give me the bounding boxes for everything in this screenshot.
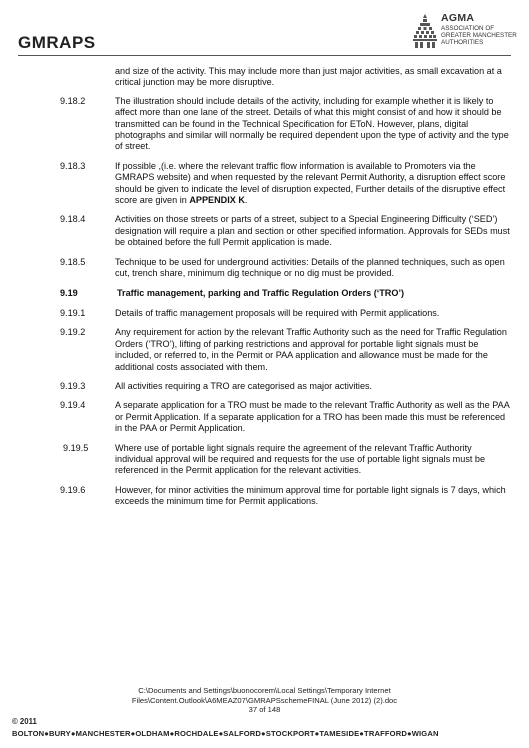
continued-paragraph: and size of the activity. This may include more than just major activities, as small excavation at a critical junction may be more disruptive. [115,66,502,88]
appendix-reference: APPENDIX K [189,195,245,206]
paragraph-text: Activities on those streets or parts of a street, subject to a Special Engineering Difficulty (‘SED’) designation will require a plan and section or other specified information. Approvals for SEDs must be obtained before the full Permit application is made. [115,214,510,248]
paragraph-9-18-4 [60,214,512,248]
paragraph-9-18-2 [60,96,512,153]
paragraph-9-19-3 [60,381,512,392]
paragraph-number: 9.18.5 [60,256,86,267]
page-number: 37 of 148 [248,705,281,715]
paragraph-number: 9.18.2 [60,95,86,106]
section-title: Traffic management, parking and Traffic Regulation Orders (‘TRO’) [117,287,405,298]
paragraph-number: 9.19.4 [60,400,86,411]
agma-emblem-icon [413,14,437,50]
paragraph-text: Any requirement for action by the relevant Traffic Authority such as the need for Traffic Regulation Orders (‘TRO’), lifting of parking restrictions and approval for portable light signals must be included, or referred to, in the Permit or PAA application and allowance must be made for the additional costs associated with them. [115,327,507,372]
header-divider [18,55,511,56]
document-body [60,66,512,516]
paragraph-text: Technique to be used for underground activities: Details of the planned techniques, such as open cut, trench share, minimum dig technique or no dig must be provided. [115,256,505,279]
paragraph-9-19-4 [60,400,512,434]
file-path-line: C:\Documents and Settings\buonocorem\Local Settings\Temporary Internet [138,686,391,695]
footer-file-path [0,686,529,715]
agma-logo [413,12,518,52]
section-heading [60,288,512,299]
logo-line: AUTHORITIES [441,39,484,46]
paragraph-text: The illustration should include details of the activity, including for example whether it is likely to affect more than one lane of the street. Details of what this might consist of and how it should be transmitted can be found in the Technical Specification for EToN. However, plans, digital photographs and similar will normally be required dependent upon the type of activity and the type of street. [115,95,509,152]
paragraph-9-19-5 [60,443,512,477]
paragraph-text: A separate application for a TRO must be made to the relevant Traffic Authority as well as the PAA or Permit Application. If a separate application for a TRO has been made this must be referenced in the PAA or Permit Application. [115,400,510,434]
paragraph-text-end: . [244,195,248,206]
paragraph-text: If possible ,(i.e. where the relevant traffic flow information is available to Promoters via the GMRAPS website) and when requested by the relevant Permit Authority, a disruption effect score should be given to indicate the level of disruption expected, Further details of the disruptive effect score are given in [115,160,506,206]
logo-line: GREATER MANCHESTER [441,32,517,39]
paragraph-text: Details of traffic management proposals will be required with Permit applications. [115,307,440,318]
paragraph-9-18-3 [60,161,512,207]
copyright: © 2011 [12,717,37,726]
paragraph-number: 9.19.1 [60,307,86,318]
logo-name: AGMA [441,12,475,24]
paragraph-9-19-1 [60,308,512,319]
file-path-line: Files\Content.Outlook\A6MEAZ07\GMRAPSschemeFINAL (June 2012) (2).doc [131,695,398,705]
paragraph-number: 9.18.4 [60,214,86,225]
paragraph-text: All activities requiring a TRO are categorised as major activities. [115,380,373,391]
paragraph-number: 9.19.5 [63,442,89,453]
paragraph-number: 9.19.3 [60,380,86,391]
paragraph-number: 9.18.3 [60,160,86,171]
logo-line: ASSOCIATION OF [441,25,495,32]
paragraph-number: 9.19.2 [60,327,86,338]
council-list: BOLTON●BURY●MANCHESTER●OLDHAM●ROCHDALE●SALFORD●STOCKPORT●TAMESIDE●TRAFFORD●WIGAN [12,729,439,738]
paragraph-number: 9.19.6 [60,484,86,495]
paragraph-9-19-2 [60,327,512,373]
paragraph-text: However, for minor activities the minimum approval time for portable light signals is 7 days, which exceeds the minimum time for Permit applications. [115,484,506,507]
section-number: 9.19 [60,287,78,298]
page-title: GMRAPS [18,33,96,52]
paragraph-9-19-6 [60,485,512,508]
paragraph-9-18-5 [60,257,512,280]
paragraph-text: Where use of portable light signals require the agreement of the relevant Traffic Authority individual approval will be required and requests for the use of portable light signals must be referenced in the Permit application for the relevant activities. [115,442,486,476]
